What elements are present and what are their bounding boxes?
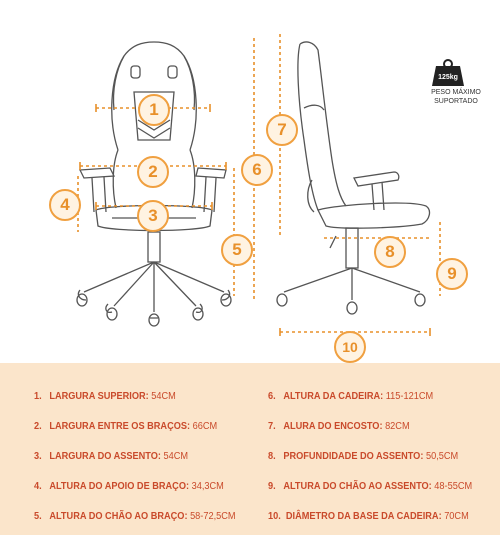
spec-value: 58-72,5CM bbox=[190, 511, 236, 522]
spec-value: 70CM bbox=[444, 511, 469, 522]
marker-3: 3 bbox=[137, 200, 169, 232]
spec-label: ALTURA DO APOIO DE BRAÇO: bbox=[49, 481, 190, 492]
dimension-tick-marks bbox=[80, 104, 430, 336]
spec-value: 34,3CM bbox=[191, 481, 224, 492]
spec-item-10 bbox=[268, 511, 469, 522]
spec-label: LARGURA SUPERIOR: bbox=[49, 391, 149, 402]
spec-item-1 bbox=[34, 391, 176, 402]
spec-item-4 bbox=[34, 481, 224, 492]
spec-label: PROFUNDIDADE DO ASSENTO: bbox=[283, 451, 424, 462]
spec-item-5 bbox=[34, 511, 236, 522]
marker-5: 5 bbox=[221, 234, 253, 266]
spec-label: LARGURA DO ASSENTO: bbox=[49, 451, 161, 462]
spec-label: ALTURA DA CADEIRA: bbox=[283, 391, 384, 402]
spec-value: 115-121CM bbox=[385, 391, 434, 402]
spec-item-9 bbox=[268, 481, 472, 492]
weight-caption-2: SUPORTADO bbox=[434, 98, 478, 105]
chair-side-view bbox=[277, 42, 429, 314]
marker-8: 8 bbox=[374, 236, 406, 268]
spec-number: 2. bbox=[34, 421, 42, 432]
spec-number: 6. bbox=[268, 391, 276, 402]
specifications-panel bbox=[0, 363, 500, 535]
marker-10: 10 bbox=[334, 331, 366, 363]
spec-item-2 bbox=[34, 421, 217, 432]
spec-value: 54CM bbox=[163, 451, 189, 462]
marker-1: 1 bbox=[138, 94, 170, 126]
spec-item-6 bbox=[268, 391, 433, 402]
spec-item-8 bbox=[268, 451, 458, 462]
spec-value: 48-55CM bbox=[434, 481, 473, 492]
spec-value: 66CM bbox=[192, 421, 218, 432]
spec-label: ALTURA DO CHÃO AO ASSENTO: bbox=[283, 481, 432, 492]
spec-number: 1. bbox=[34, 391, 42, 402]
spec-number: 9. bbox=[268, 481, 276, 492]
spec-value: 50,5CM bbox=[425, 451, 459, 462]
spec-number: 7. bbox=[268, 421, 276, 432]
spec-label: LARGURA ENTRE OS BRAÇOS: bbox=[49, 421, 191, 432]
spec-item-7 bbox=[268, 421, 410, 432]
weight-caption-1: PESO MÁXIMO bbox=[431, 89, 481, 96]
spec-number: 4. bbox=[34, 481, 42, 492]
spec-label: ALURA DO ENCOSTO: bbox=[283, 421, 383, 432]
marker-7: 7 bbox=[266, 114, 298, 146]
marker-6: 6 bbox=[241, 154, 273, 186]
spec-number: 8. bbox=[268, 451, 276, 462]
spec-label: ALTURA DO CHÃO AO BRAÇO: bbox=[49, 511, 188, 522]
marker-9: 9 bbox=[436, 258, 468, 290]
spec-number: 3. bbox=[34, 451, 42, 462]
spec-value: 82CM bbox=[385, 421, 410, 432]
spec-value: 54CM bbox=[151, 391, 176, 402]
spec-number: 10. bbox=[268, 511, 281, 522]
marker-4: 4 bbox=[49, 189, 81, 221]
spec-number: 5. bbox=[34, 511, 42, 522]
weight-badge bbox=[420, 58, 500, 106]
weight-value: 125kg bbox=[438, 74, 458, 81]
spec-item-3 bbox=[34, 451, 188, 462]
spec-label: DIÂMETRO DA BASE DA CADEIRA: bbox=[285, 511, 442, 522]
marker-2: 2 bbox=[137, 156, 169, 188]
